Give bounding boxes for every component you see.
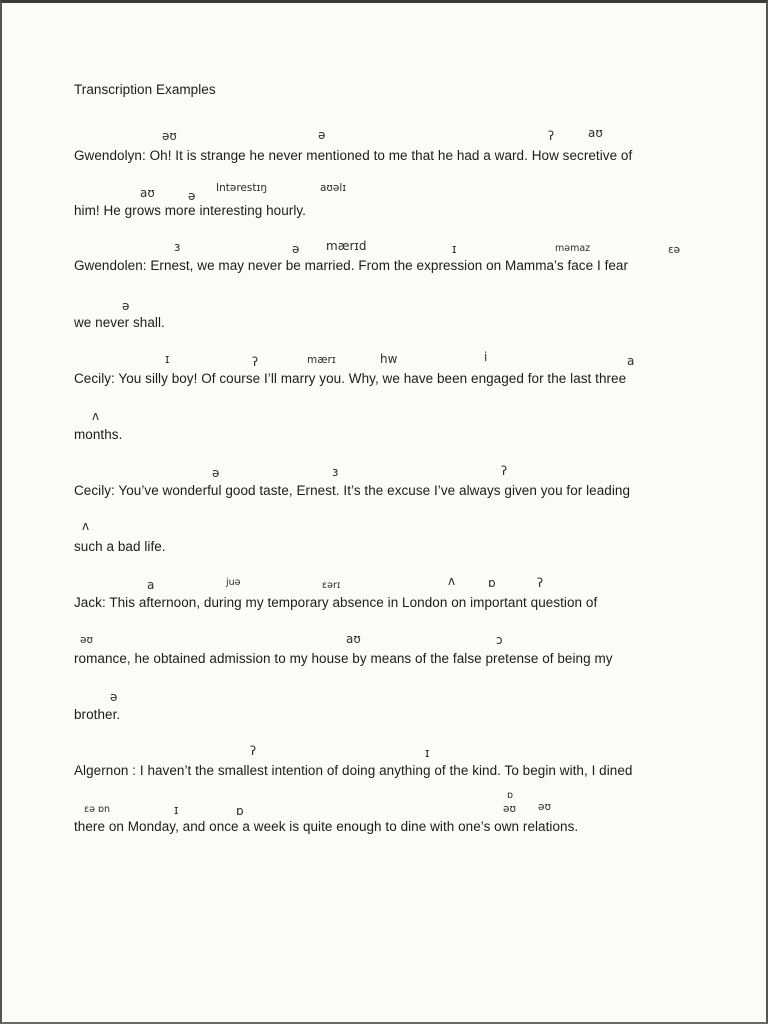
phonetic-annotation: məmaz xyxy=(555,243,591,254)
phonetic-annotation: ɔ xyxy=(496,633,503,647)
phonetic-annotation: ɪ xyxy=(165,352,170,366)
transcript-line: him! He grows more interesting hourly. xyxy=(74,203,306,218)
phonetic-annotation: ʔ xyxy=(548,129,555,143)
phonetic-annotation: aʊ xyxy=(140,186,155,200)
phonetic-annotation: ə xyxy=(318,128,326,142)
phonetic-annotation: ɪ xyxy=(425,746,430,760)
phonetic-annotation: Intərestɪŋ xyxy=(216,182,268,194)
transcript-line: Cecily: You silly boy! Of course I’ll marry you. Why, we have been engaged for the last three xyxy=(74,371,627,386)
phonetic-annotation: əʊ xyxy=(162,129,177,143)
transcript-line: romance, he obtained admission to my house by means of the false pretense of being my xyxy=(74,651,613,666)
phonetic-annotation: ə xyxy=(292,242,300,256)
phonetic-annotation: i xyxy=(484,350,488,364)
transcript-line: we never shall. xyxy=(74,315,165,330)
transcript-line: months. xyxy=(74,427,123,442)
phonetic-annotation: əʊ xyxy=(503,803,516,815)
transcript-line: such a bad life. xyxy=(74,539,166,554)
phonetic-annotation: ʔ xyxy=(250,744,257,758)
phonetic-annotation: əʊ xyxy=(538,801,551,813)
phonetic-annotation: ɪ xyxy=(174,803,179,817)
phonetic-annotation: ɛə xyxy=(668,244,681,256)
phonetic-annotation: ʌ xyxy=(92,409,100,423)
transcript-line: Gwendolen: Ernest, we may never be married. From the expression on Mamma’s face I fear xyxy=(74,258,629,273)
phonetic-annotation: ɒ xyxy=(236,804,244,818)
phonetic-annotation: ʌ xyxy=(448,574,456,588)
phonetic-annotation: hw xyxy=(380,352,398,366)
phonetic-annotation: a xyxy=(147,578,155,592)
transcript-line: Gwendolyn: Oh! It is strange he never mentioned to me that he had a ward. How secretive of xyxy=(74,148,633,163)
phonetic-annotation: ə xyxy=(122,299,130,313)
phonetic-annotation: ɛərɪ xyxy=(322,580,341,591)
phonetic-annotation: ə xyxy=(188,189,196,203)
transcript-line: Jack: This afternoon, during my temporary absence in London on important question of xyxy=(74,595,598,610)
phonetic-annotation: ʔ xyxy=(537,576,544,590)
phonetic-annotation: ɒ xyxy=(488,576,496,590)
phonetic-annotation: ʔ xyxy=(501,464,508,478)
phonetic-annotation: mærɪ xyxy=(307,354,336,366)
transcript-line: Algernon : I haven’t the smallest intention of doing anything of the kind. To begin with, I dined xyxy=(74,763,633,778)
phonetic-annotation: ɜ xyxy=(332,465,339,479)
phonetic-annotation: mærɪd xyxy=(326,239,367,253)
page-title: Transcription Examples xyxy=(74,82,216,97)
transcript-line: brother. xyxy=(74,707,121,722)
phonetic-annotation: aʊəlɪ xyxy=(320,182,347,194)
phonetic-annotation: ɪ xyxy=(452,242,457,256)
phonetic-annotation: ʌ xyxy=(82,519,90,533)
transcript-line: Cecily: You’ve wonderful good taste, Ernest. It’s the excuse I’ve always given you for leading xyxy=(74,483,631,498)
phonetic-annotation: ʔ xyxy=(252,355,259,369)
phonetic-annotation: ɒ xyxy=(507,790,514,801)
phonetic-annotation: ə xyxy=(110,690,118,704)
phonetic-annotation: aʊ xyxy=(346,632,361,646)
phonetic-annotation: ɜ xyxy=(174,240,181,254)
phonetic-annotation: aʊ xyxy=(588,126,603,140)
transcript-line: there on Monday, and once a week is quite enough to dine with one’s own relations. xyxy=(74,819,579,834)
phonetic-annotation: ɛə ɒn xyxy=(84,804,111,815)
phonetic-annotation: juə xyxy=(226,577,241,588)
phonetic-annotation: ə xyxy=(212,466,220,480)
phonetic-annotation: a xyxy=(627,354,635,368)
phonetic-annotation: əʊ xyxy=(80,634,93,646)
